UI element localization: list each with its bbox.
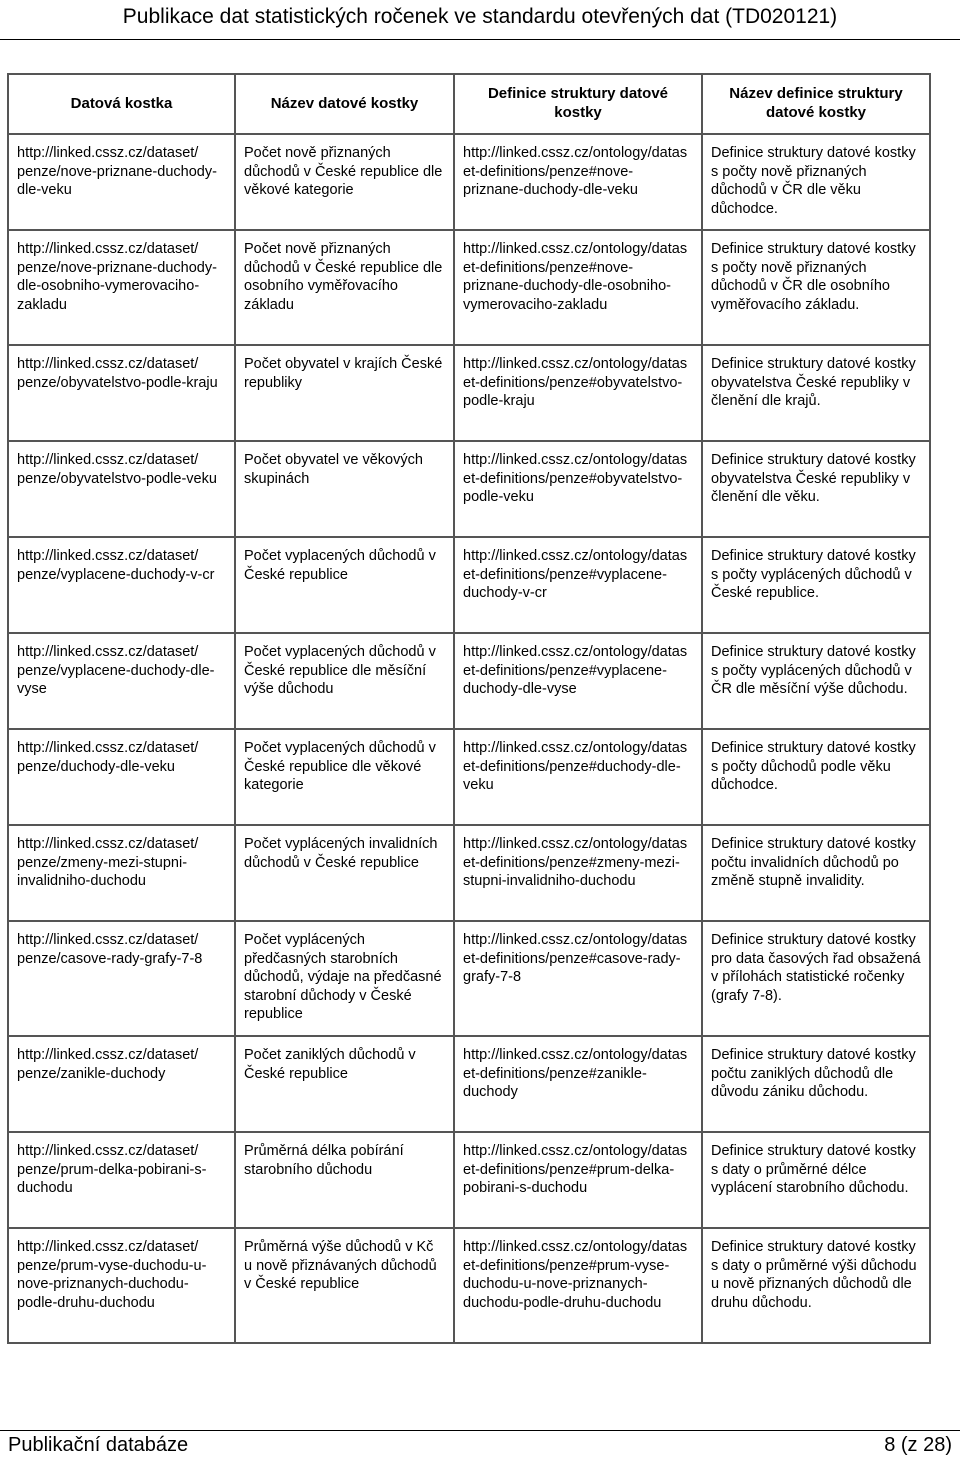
table-row <box>8 729 930 825</box>
table-row <box>8 537 930 633</box>
table-row <box>8 441 930 537</box>
dsd-uri-cell: http://linked.cssz.cz/ontology/dataset-definitions/penze#nove-priznane-duchody-dle-veku <box>454 134 702 230</box>
column-header-cube: Datová kostka <box>8 74 235 134</box>
cube-uri-cell: http://linked.cssz.cz/dataset/ penze/prum-vyse-duchodu-u-nove-priznanych-duchodu-podle-druhu-duchodu <box>8 1228 235 1343</box>
dsd-uri-cell: http://linked.cssz.cz/ontology/dataset-definitions/penze#zanikle-duchody <box>454 1036 702 1132</box>
cube-name-cell: Počet vyplácených předčasných starobních důchodů, výdaje na předčasné starobní důchody v České republice <box>235 921 454 1036</box>
table-row <box>8 1228 930 1343</box>
cube-uri-cell: http://linked.cssz.cz/dataset/ penze/obyvatelstvo-podle-veku <box>8 441 235 537</box>
cube-name-cell: Počet obyvatel ve věkových skupinách <box>235 441 454 537</box>
cube-name-cell: Počet nově přiznaných důchodů v České republice dle osobního vyměřovacího základu <box>235 230 454 345</box>
cube-name-cell: Průměrná výše důchodů v Kč u nově přiznávaných důchodů v České republice <box>235 1228 454 1343</box>
cube-uri-cell: http://linked.cssz.cz/dataset/ penze/obyvatelstvo-podle-kraju <box>8 345 235 441</box>
cube-uri-cell: http://linked.cssz.cz/dataset/ penze/casove-rady-grafy-7-8 <box>8 921 235 1036</box>
dsd-uri-cell: http://linked.cssz.cz/ontology/dataset-definitions/penze#duchody-dle-veku <box>454 729 702 825</box>
dsd-name-cell: Definice struktury datové kostky s počty nově přiznaných důchodů v ČR dle osobního vyměřovacího základu. <box>702 230 930 345</box>
table-row <box>8 134 930 230</box>
dsd-name-cell: Definice struktury datové kostky s počty nově přiznaných důchodů v ČR dle věku důchodce. <box>702 134 930 230</box>
column-header-cube-name: Název datové kostky <box>235 74 454 134</box>
dsd-uri-cell: http://linked.cssz.cz/ontology/dataset-definitions/penze#obyvatelstvo-podle-veku <box>454 441 702 537</box>
page-footer <box>0 1430 960 1457</box>
cube-uri-cell: http://linked.cssz.cz/dataset/ penze/nove-priznane-duchody-dle-osobniho-vymerovaciho-zakladu <box>8 230 235 345</box>
cube-uri-cell: http://linked.cssz.cz/dataset/ penze/vyplacene-duchody-dle-vyse <box>8 633 235 729</box>
table-row <box>8 345 930 441</box>
cube-name-cell: Počet vyplácených invalidních důchodů v České republice <box>235 825 454 921</box>
page-header <box>0 0 960 40</box>
cube-name-cell: Počet nově přiznaných důchodů v České republice dle věkové kategorie <box>235 134 454 230</box>
cube-uri-cell: http://linked.cssz.cz/dataset/ penze/duchody-dle-veku <box>8 729 235 825</box>
dsd-uri-cell: http://linked.cssz.cz/ontology/dataset-definitions/penze#obyvatelstvo-podle-kraju <box>454 345 702 441</box>
cube-name-cell: Počet obyvatel v krajích České republiky <box>235 345 454 441</box>
dsd-uri-cell: http://linked.cssz.cz/ontology/dataset-definitions/penze#casove-rady-grafy-7-8 <box>454 921 702 1036</box>
dsd-uri-cell: http://linked.cssz.cz/ontology/dataset-definitions/penze#vyplacene-duchody-dle-vyse <box>454 633 702 729</box>
data-cube-table <box>7 73 931 1344</box>
page-title: Publikace dat statistických ročenek ve standardu otevřených dat (TD020121) <box>122 5 838 28</box>
cube-uri-cell: http://linked.cssz.cz/dataset/ penze/zmeny-mezi-stupni-invalidniho-duchodu <box>8 825 235 921</box>
cube-name-cell: Průměrná délka pobírání starobního důchodu <box>235 1132 454 1228</box>
dsd-name-cell: Definice struktury datové kostky obyvatelstva České republiky v členění dle věku. <box>702 441 930 537</box>
cube-uri-cell: http://linked.cssz.cz/dataset/ penze/prum-delka-pobirani-s-duchodu <box>8 1132 235 1228</box>
dsd-name-cell: Definice struktury datové kostky pro data časových řad obsažená v přílohách statistické ročenky (grafy 7-8). <box>702 921 930 1036</box>
footer-publication-name: Publikační databáze <box>8 1434 189 1456</box>
table-container <box>7 73 929 1344</box>
dsd-uri-cell: http://linked.cssz.cz/ontology/dataset-definitions/penze#vyplacene-duchody-v-cr <box>454 537 702 633</box>
dsd-name-cell: Definice struktury datové kostky obyvatelstva České republiky v členění dle krajů. <box>702 345 930 441</box>
dsd-uri-cell: http://linked.cssz.cz/ontology/dataset-definitions/penze#zmeny-mezi-stupni-invalidniho-duchodu <box>454 825 702 921</box>
table-row <box>8 825 930 921</box>
table-row <box>8 633 930 729</box>
cube-uri-cell: http://linked.cssz.cz/dataset/ penze/vyplacene-duchody-v-cr <box>8 537 235 633</box>
dsd-name-cell: Definice struktury datové kostky s počty vyplácených důchodů v ČR dle měsíční výše důchodu. <box>702 633 930 729</box>
dsd-name-cell: Definice struktury datové kostky počtu invalidních důchodů po změně stupně invalidity. <box>702 825 930 921</box>
dsd-uri-cell: http://linked.cssz.cz/ontology/dataset-definitions/penze#prum-vyse-duchodu-u-nove-priznanych-duchodu-podle-druhu-duchodu <box>454 1228 702 1343</box>
dsd-name-cell: Definice struktury datové kostky počtu zaniklých důchodů dle důvodu zániku důchodu. <box>702 1036 930 1132</box>
cube-uri-cell: http://linked.cssz.cz/dataset/ penze/zanikle-duchody <box>8 1036 235 1132</box>
cube-uri-cell: http://linked.cssz.cz/dataset/ penze/nove-priznane-duchody-dle-veku <box>8 134 235 230</box>
table-header-row <box>8 74 930 134</box>
cube-name-cell: Počet vyplacených důchodů v České republice dle měsíční výše důchodu <box>235 633 454 729</box>
column-header-dsd: Definice struktury datové kostky <box>454 74 702 134</box>
cube-name-cell: Počet vyplacených důchodů v České republice <box>235 537 454 633</box>
table-row <box>8 230 930 345</box>
footer-page-number: 8 (z 28) <box>884 1434 952 1456</box>
table-row <box>8 1132 930 1228</box>
dsd-uri-cell: http://linked.cssz.cz/ontology/dataset-definitions/penze#nove-priznane-duchody-dle-osobniho-vymerovaciho-zakladu <box>454 230 702 345</box>
dsd-name-cell: Definice struktury datové kostky s daty o průměrné délce vyplácení starobního důchodu. <box>702 1132 930 1228</box>
dsd-name-cell: Definice struktury datové kostky s počty vyplácených důchodů v České republice. <box>702 537 930 633</box>
table-row <box>8 921 930 1036</box>
cube-name-cell: Počet vyplacených důchodů v České republice dle věkové kategorie <box>235 729 454 825</box>
dsd-name-cell: Definice struktury datové kostky s počty důchodů podle věku důchodce. <box>702 729 930 825</box>
column-header-dsd-name: Název definice struktury datové kostky <box>702 74 930 134</box>
cube-name-cell: Počet zaniklých důchodů v České republice <box>235 1036 454 1132</box>
table-row <box>8 1036 930 1132</box>
dsd-uri-cell: http://linked.cssz.cz/ontology/dataset-definitions/penze#prum-delka-pobirani-s-duchodu <box>454 1132 702 1228</box>
dsd-name-cell: Definice struktury datové kostky s daty o průměrné výši důchodu u nově přiznaných důchodů dle druhu důchodu. <box>702 1228 930 1343</box>
